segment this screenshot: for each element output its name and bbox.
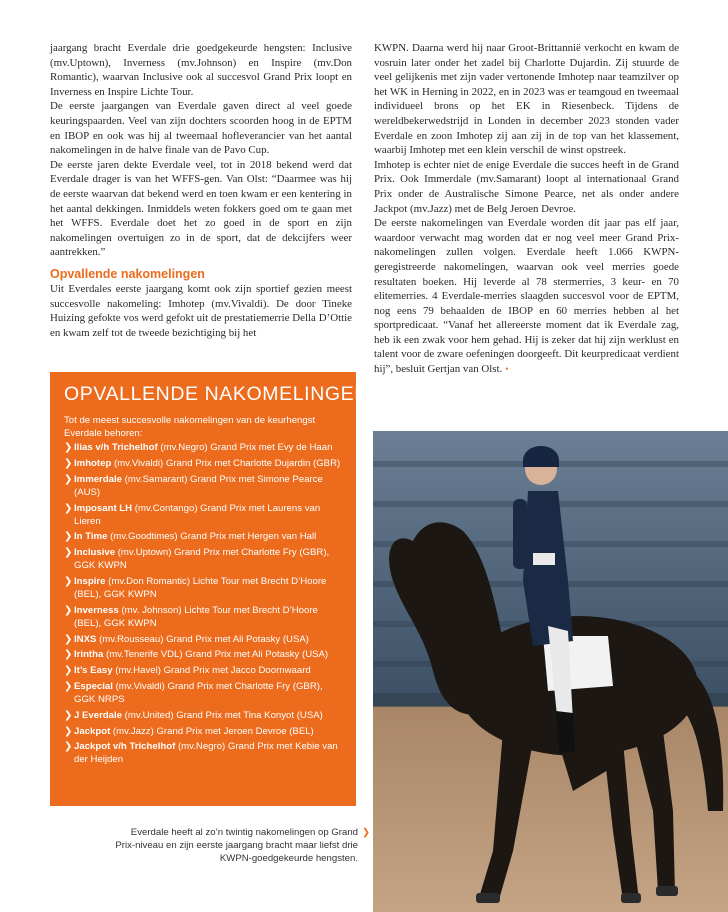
offspring-item [64,457,343,470]
offspring-name: In Time [74,531,108,543]
offspring-detail: (mv.Goodtimes) Grand Prix met Hergen van Hall [107,531,317,543]
offspring-detail: (mv.Vivaldi) Grand Prix met Charlotte Fry (GBR), GGK NRPS [74,680,323,705]
chevron-right-icon: ❯ [64,741,73,753]
article-paragraph: Uit Everdales eerste jaargang komt ook zijn sportief gezien meest succesvolle nakomeling: Imhotep (mv.Vivaldi). De door Tineke Huizing gefokte vos werd gefokt uit de prestatiemerrie Della D’Ottie en kwam zelf tot de tweede bezichtiging bij het [50,282,352,339]
offspring-item [64,680,343,706]
article-paragraph [374,216,679,377]
offspring-item [64,575,343,601]
article-paragraph: De eerste jaargangen van Everdale gaven direct al veel goede keuringspaarden. Veel van zijn dochters scoorden hoog in de EPTM en IBOP en ook was hij al tweemaal hofleverancier van het aantal nakomelingen in de halve finale van de Pavo Cup. [50,100,352,157]
chevron-right-icon: ❯ [64,442,73,454]
offspring-detail: (mv.Jazz) Grand Prix met Jeroen Devroe (BEL) [110,725,314,737]
offspring-name: Imposant LH [74,502,133,514]
sidebar-title: OPVALLENDE NAKOMELINGEN [64,383,369,405]
chevron-right-icon: ❯ [64,547,73,559]
offspring-name: INXS [74,633,97,645]
chevron-right-icon: ❯ [64,457,73,469]
offspring-detail: (mv.Negro) Grand Prix met Evy de Haan [157,442,333,454]
offspring-item [64,473,343,499]
chevron-right-icon: ❯ [64,680,73,692]
offspring-detail: (mv. Johnson) Lichte Tour met Brecht D’Hoore (BEL), GGK KWPN [74,604,318,629]
offspring-detail: (mv.United) Grand Prix met Tina Konyot (USA) [122,709,323,721]
dressage-horse-photo [373,431,728,912]
offspring-detail: (mv.Vivaldi) Grand Prix met Charlotte Dujardin (GBR) [111,457,341,469]
offspring-detail: (mv.Rousseau) Grand Prix met Ali Potasky (USA) [96,633,309,645]
end-of-article-mark: • [505,364,509,375]
caption-text: Everdale heeft al zo’n twintig nakomelingen op Grand Prix-niveau en zijn eerste jaargang bracht maar liefst drie KWPN-goedgekeurde hengsten. [115,827,358,865]
offspring-name: Inclusive [74,547,116,559]
chevron-right-icon: ❯ [64,604,73,616]
offspring-sidebar-box [50,372,369,806]
chevron-right-icon: ❯ [64,531,73,543]
offspring-name: Jackpot [74,725,111,737]
sidebar-intro: Tot de meest succesvolle nakomelingen van de keurhengst Everdale behoren: [64,415,316,439]
offspring-list [64,441,343,766]
offspring-detail: (mv.Samarant) Grand Prix met Simone Pearce (AUS) [74,473,323,498]
article-paragraph: jaargang bracht Everdale drie goedgekeurde hengsten: Inclusive (mv.Uptown), Inverness (mv.Johnson) en Inspire (mv.Don Romantic), waarvan Inclusive ook al succesvol Grand Prix loopt en Inverness en Inspire Lichte Tour. [50,42,352,98]
offspring-item [64,664,343,677]
article-left-column [50,41,352,340]
photo-caption [110,826,370,866]
offspring-detail: (mv.Tenerife VDL) Grand Prix met Ali Potasky (USA) [103,649,329,661]
offspring-item [64,546,343,572]
caption-arrow-icon: ❯ [361,827,370,838]
article-paragraph: KWPN. Daarna werd hij naar Groot-Brittannië verkocht en kwam de vosruin later onder het zadel bij Charlotte Dujardin. Zij stuurde de veel gelijkenis met zijn vader vertonende Imhotep naar teamzilver op het WK in Herning in 2022, en in 2023 was er teamgoud en tweemaal individueel brons op het EK in Riesenbeck. Tijdens de wereldbekerwedstrijd in Londen in december 2023 stonden vader Everdale en zoon Imhotep zij aan zij in de top van het klassement, waarbij Imhotep met een klein verschil de winst opstreek. [374,42,679,157]
offspring-detail: (mv.Havel) Grand Prix met Jacco Doornwaard [112,665,311,677]
chevron-right-icon: ❯ [64,502,73,514]
offspring-item [64,604,343,630]
offspring-name: Immerdale [74,473,122,485]
offspring-name: Inspire [74,575,106,587]
chevron-right-icon: ❯ [64,633,73,645]
offspring-item [64,502,343,528]
offspring-name: J Everdale [74,709,123,721]
offspring-name: Irintha [74,649,104,661]
offspring-name: Inverness [74,604,119,616]
offspring-item [64,648,343,661]
section-subheading: Opvallende nakomelingen [50,266,205,281]
article-paragraph: De eerste jaren dekte Everdale veel, tot in 2018 bekend werd dat Everdale drager is van het WFFS-gen. Van Olst: “Daarmee was hij de eerste waarvan dat bekend werd en toen kwam er een kentering in het aantal dekkingen. Inmiddels weten fokkers goed om te gaan met het WFFS. Everdale doet het zo goed in de sport en zijn nakomelingen overtuigen zo in de sport, dat de dekcijfers weer aantrekken.” [50,158,352,259]
offspring-name: Imhotep [74,457,112,469]
offspring-name: Jackpot v/h Trichelhof [74,741,176,753]
article-paragraph-text: De eerste nakomelingen van Everdale worden dit jaar pas elf jaar, waardoor verwacht mag worden dat er nog veel meer Grand Prix-nakomelingen zullen volgen. Everdale heeft 1.066 KWPN-geregistreerde nakomelingen, waarvan ook veel merries goede resultaten boeken. Hij leverde al 78 stermerries, 3 keur- en 70 elitemerries. 4 Everdale-merries slaagden succesvol voor de EPTM, nog eens 79 behaalden de IBOP en 60 merries hebben al het sportpredicaat. “Vanaf het allereerste moment dat ik Everdale zag, heb ik een zwak voor hem gehad. Hij is zeker dat hij zijn werklust en talent voor de zware oefeningen doorgeeft. Dit keurpredicaat verdient hij”, besluit Gertjan van Olst. [374,217,679,376]
offspring-item [64,633,343,646]
offspring-name: It’s Easy [74,665,113,677]
chevron-right-icon: ❯ [64,473,73,485]
offspring-item [64,709,343,722]
offspring-detail: (mv.Contango) Grand Prix met Laurens van Lieren [74,502,321,527]
chevron-right-icon: ❯ [64,709,73,721]
offspring-item [64,740,343,766]
horse-rider-illustration [373,431,728,912]
article-right-column [374,41,679,377]
offspring-detail: (mv.Negro) Grand Prix met Kebie van der Heijden [74,741,338,766]
chevron-right-icon: ❯ [64,575,73,587]
offspring-name: Especial [74,680,113,692]
offspring-item [64,530,343,543]
offspring-item [64,441,343,454]
offspring-detail: (mv.Don Romantic) Lichte Tour met Brecht D’Hoore (BEL), GGK KWPN [74,575,327,600]
chevron-right-icon: ❯ [64,665,73,677]
chevron-right-icon: ❯ [64,649,73,661]
offspring-item [64,725,343,738]
article-paragraph: Imhotep is echter niet de enige Everdale die succes heeft in de Grand Prix. Ook Immerdale (mv.Samarant) loopt al internationaal Grand Prix onder de Australische Simone Pearce, net als onder andere Jackpot (mv.Jazz) met de Belg Jeroen Devroe. [374,158,679,215]
offspring-name: Ilias v/h Trichelhof [74,442,158,454]
chevron-right-icon: ❯ [64,725,73,737]
offspring-detail: (mv.Uptown) Grand Prix met Charlotte Fry (GBR), GGK KWPN [74,547,330,572]
